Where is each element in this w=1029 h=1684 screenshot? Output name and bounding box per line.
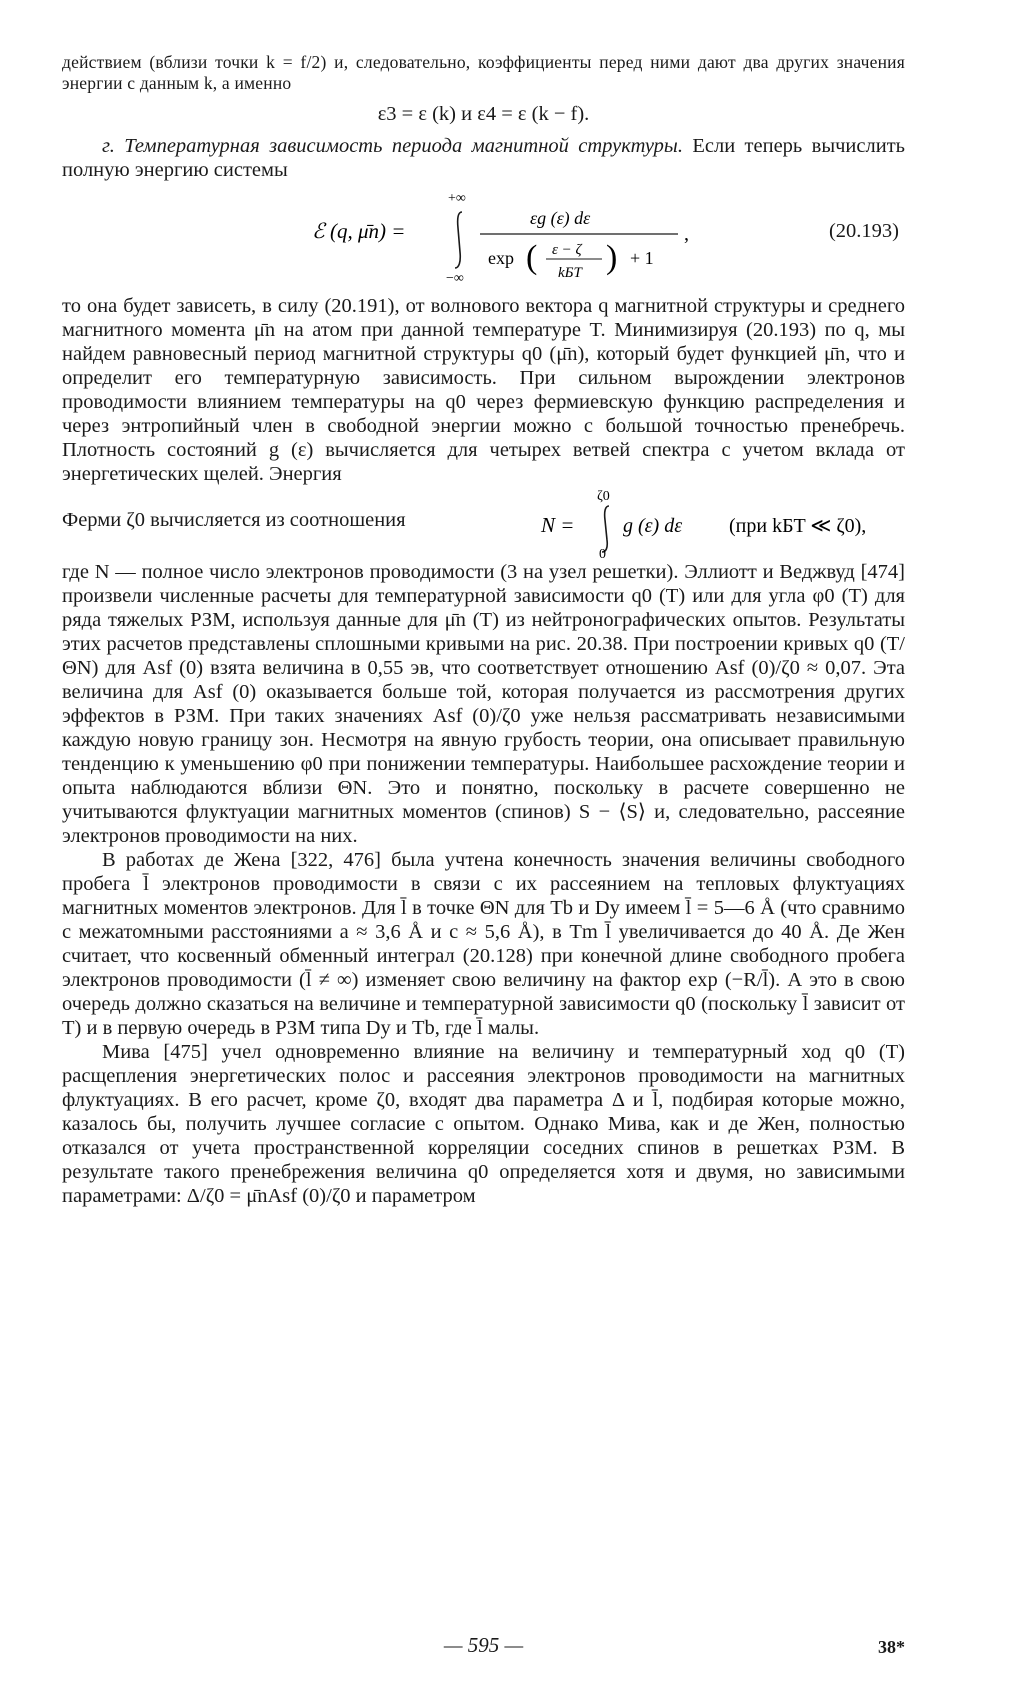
section-paragraph	[62, 134, 905, 182]
fermi-upper-limit: ζ0	[597, 489, 610, 504]
fermi-integrand: g (ε) dε	[623, 515, 683, 537]
fermi-integral-sign	[602, 506, 609, 552]
formula-comma: ,	[684, 223, 689, 245]
integral-sign	[455, 212, 462, 268]
intro-paragraph: действием (вблизи точки k = f/2) и, следовательно, коэффициенты перед ними дают два других значения энергии с данным k, а именно	[62, 52, 905, 93]
left-paren: (	[526, 239, 538, 276]
miwa-paragraph: Мива [475] учел одновременно влияние на величину и температурный ход q0 (T) расщепления энергетических полос и рассеяния электронов проводимости на магнитных флуктуациях. В его расчет, кроме ζ0, входят два параметра Δ и l̄, подбирая которые можно, казалось бы, получить лучшее согласие с опытом. Однако Мива, как и де Жен, полностью отказался от учета пространственной корреляции соседних спинов в решетках РЗМ. В результате такого пренебрежения величина q0 определяется хотя и двумя, но зависимыми параметрами: Δ/ζ0 = μ̄nAsf (0)/ζ0 и параметром	[62, 1041, 905, 1207]
section-start-text: Если теперь вычислить полную энергию системы	[62, 135, 905, 181]
fermi-lhs: N =	[541, 513, 575, 537]
page-number: — 595 —	[443, 1633, 524, 1657]
energy-integral-formula	[312, 188, 732, 284]
right-paren: )	[606, 239, 618, 276]
lower-limit: −∞	[446, 271, 464, 284]
inner-denominator: kБT	[558, 265, 582, 281]
integrand-numerator: εg (ε) dε	[530, 208, 591, 228]
section-heading: г. Температурная зависимость периода магнитной структуры.	[102, 135, 683, 157]
fermi-condition: (при kБT ≪ ζ0),	[729, 515, 867, 537]
inner-numerator: ε − ζ	[552, 242, 582, 258]
formula-lhs: ℰ (q, μ̄n) =	[312, 219, 406, 243]
degennes-paragraph: В работах де Жена [322, 476] была учтена конечность значения величины свободного пробега l̄ электронов проводимости в связи с их рассеянием на тепловых флуктуациях магнитных моментов электронов. Для l̄ в точке ΘN для Tb и Dy имеем l̄ = 5—6 Å (что сравнимо с межатомными расстояниями a ≈ 3,6 Å и c ≈ 5,6 Å), в Tm l̄ увеличивается до 40 Å. Де Жен считает, что косвенный обменный интеграл (20.128) при конечной длине свободного пробега электронов проводимости (l̄ ≠ ∞) изменяет свою величину на фактор exp (−R/l̄). А это в свою очередь должно сказаться на величине и температурной зависимости q0 (поскольку l̄ зависит от T) и в первую очередь в РЗМ типа Dy и Tb, где l̄ малы.	[62, 849, 905, 1039]
page-footer	[62, 1633, 905, 1663]
sheet-mark: 38*	[878, 1637, 905, 1657]
equation-number: (20.193)	[828, 220, 899, 242]
exp-word: exp	[488, 248, 514, 268]
fermi-integral-formula	[485, 488, 905, 558]
page-body	[62, 52, 905, 1208]
energy-paragraph: то она будет зависеть, в силу (20.191), от волнового вектора q магнитной структуры и среднего магнитного момента μ̄n на атом при данной температуре T. Минимизируя (20.193) по q, мы найдем равновесный период магнитной структуры q0 (μ̄n), который будет функцией μ̄n, что и определит его температурную зависимость. При сильном вырождении электронов проводимости влиянием температуры на q0 через фермиевскую функцию распределения и через энтропийный член в свободной энергии можно с большой точностью пренебречь. Плотность состояний g (ε) вычисляется для четырех ветвей спектра с учетом вклада от энергетических щелей. Энергия	[62, 295, 905, 485]
fermi-line	[62, 488, 905, 558]
equation-20-193	[62, 188, 905, 284]
plus-one: + 1	[630, 248, 654, 268]
fermi-text: Ферми ζ0 вычисляется из соотношения	[62, 509, 406, 531]
upper-limit: +∞	[448, 191, 466, 206]
equation-e3-e4: ε3 = ε (k) и ε4 = ε (k − f).	[377, 103, 590, 125]
elliott-paragraph: где N — полное число электронов проводимости (3 на узел решетки). Эллиотт и Веджвуд [474] произвели численные расчеты для температурной зависимости q0 (T) или для угла φ0 (T) для ряда тяжелых РЗМ, используя данные для μ̄n (T) из нейтронографических опытов. Результаты этих расчетов представлены сплошными кривыми на рис. 20.38. При построении кривых q0 (T/ΘN) для Asf (0) взята величина в 0,55 эв, что соответствует отношению Asf (0)/ζ0 ≈ 0,07. Эта величина для Asf (0) оказывается больше той, которая получается из рассмотрения других эффектов в РЗМ. При таких значениях Asf (0)/ζ0 уже нельзя рассматривать независимыми каждую новую границу зон. Несмотря на явную грубость теории, она описывает правильную тенденцию к уменьшению φ0 при понижении температуры. Наибольшее расхождение теории и опыта наблюдаются вблизи ΘN. Это и понятно, поскольку в расчете совершенно не учитываются флуктуации магнитных моментов (спинов) S − ⟨S⟩ и, следовательно, рассеяние электронов проводимости на них.	[62, 561, 905, 847]
fermi-lower-limit: 0	[599, 547, 606, 558]
